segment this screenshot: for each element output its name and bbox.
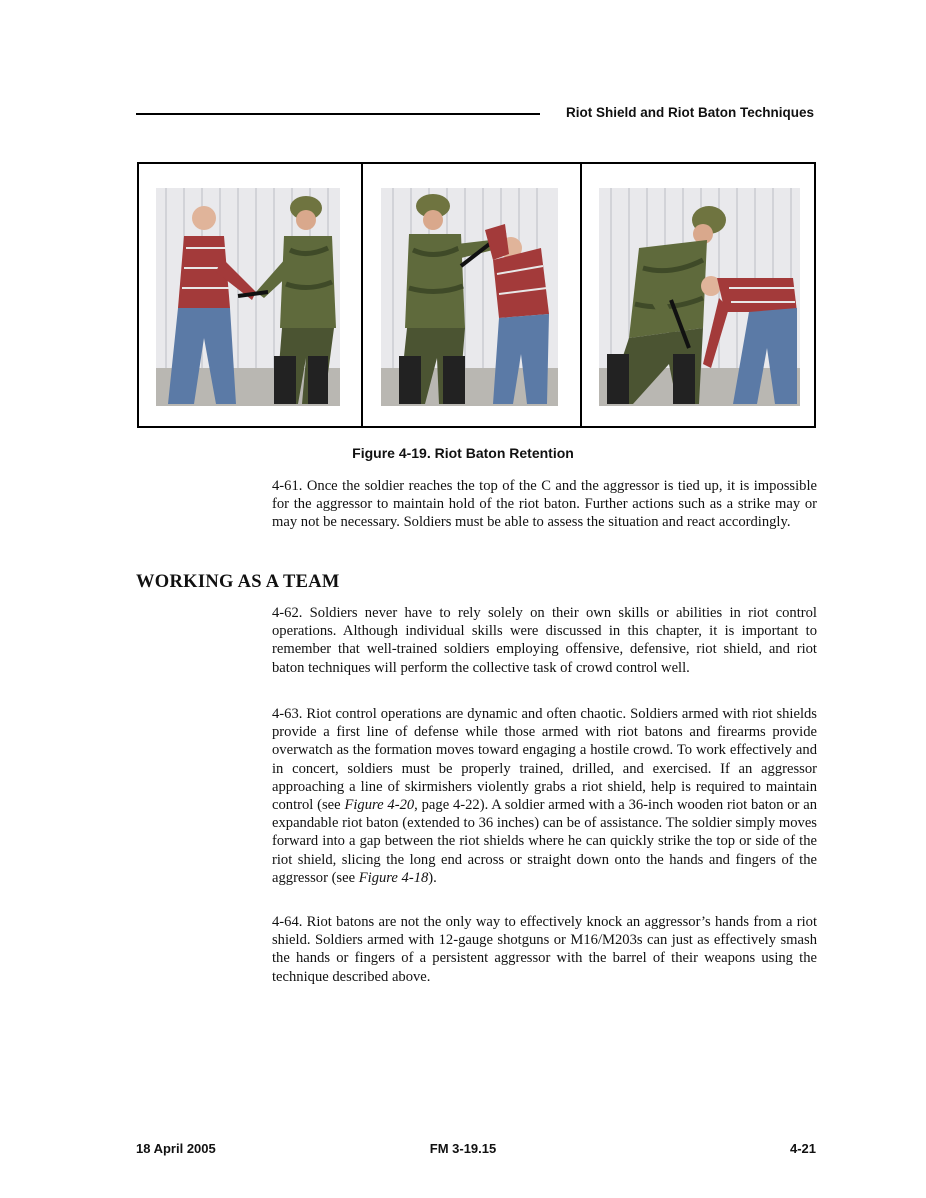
paragraph-4-63-text-1: 4-63. Riot control operations are dynamic and often chaotic. Soldiers armed with riot shields provide a first line of defense while those armed with riot batons and firearms provide overwatch as the formation moves toward engaging a hostile crowd. To work effectively and in concert, soldiers must be properly trained, drilled, and exercised. If an aggressor approaching a line of skirmishers violently grabs a riot shield, help is required to maintain control (see [272, 706, 817, 814]
paragraph-4-62: 4-62. Soldiers never have to rely solely on their own skills or abilities in riot control operations. Although individual skills were discussed in this chapter, it is important to remember that well-trained soldiers employing offensive, defensive, riot shield, and riot baton techniques will perform the collective task of crowd control well. [272, 605, 817, 676]
paragraph-4-61: 4-61. Once the soldier reaches the top of the C and the aggressor is tied up, it is impossible for the aggressor to maintain hold of the riot baton. Further actions such as a strike may or may not be necessary. Soldiers must be able to assess the situation and react accordingly. [272, 478, 817, 531]
paragraph-4-63-text-2: , page 4-22). A soldier armed with a 36-inch wooden riot baton or an expandable riot baton (extended to 36 inches) can be of assistance. The soldier simply moves forward into a gap between the riot shields where he can quickly strike the top or side of the riot shield, slicing the long end across or straight down onto the hands and fingers of the aggressor (see [272, 797, 817, 886]
figure-panel-1 [139, 164, 361, 426]
figure-panel-3 [580, 164, 814, 426]
figure-4-19-frame [137, 162, 816, 428]
figure-panel-2 [361, 164, 580, 426]
figure-4-18-reference: Figure 4-18 [358, 869, 429, 886]
figure-caption: Figure 4-19. Riot Baton Retention [352, 445, 574, 461]
photo-baton-grab [156, 188, 340, 406]
paragraph-4-64: 4-64. Riot batons are not the only way to effectively knock an aggressor’s hands from a riot shield. Soldiers armed with 12-gauge shotguns or M16/M203s can just as effectively smash the hands or fingers of a persistent aggressor with the barrel of their weapons using the technique described above. [272, 914, 817, 985]
photo-baton-retained [599, 188, 800, 406]
footer-date: 18 April 2005 [136, 1141, 216, 1156]
running-header-title: Riot Shield and Riot Baton Techniques [565, 105, 814, 120]
photo-baton-lift [381, 188, 558, 406]
paragraph-4-63-text-3: ). [428, 869, 437, 886]
footer-manual-number: FM 3-19.15 [429, 1141, 497, 1156]
figure-4-20-reference: Figure 4-20 [344, 797, 415, 814]
section-heading: WORKING AS A TEAM [136, 572, 340, 592]
footer-page-number: 4-21 [789, 1141, 816, 1156]
header-rule [136, 113, 540, 115]
paragraph-4-63 [272, 705, 817, 887]
